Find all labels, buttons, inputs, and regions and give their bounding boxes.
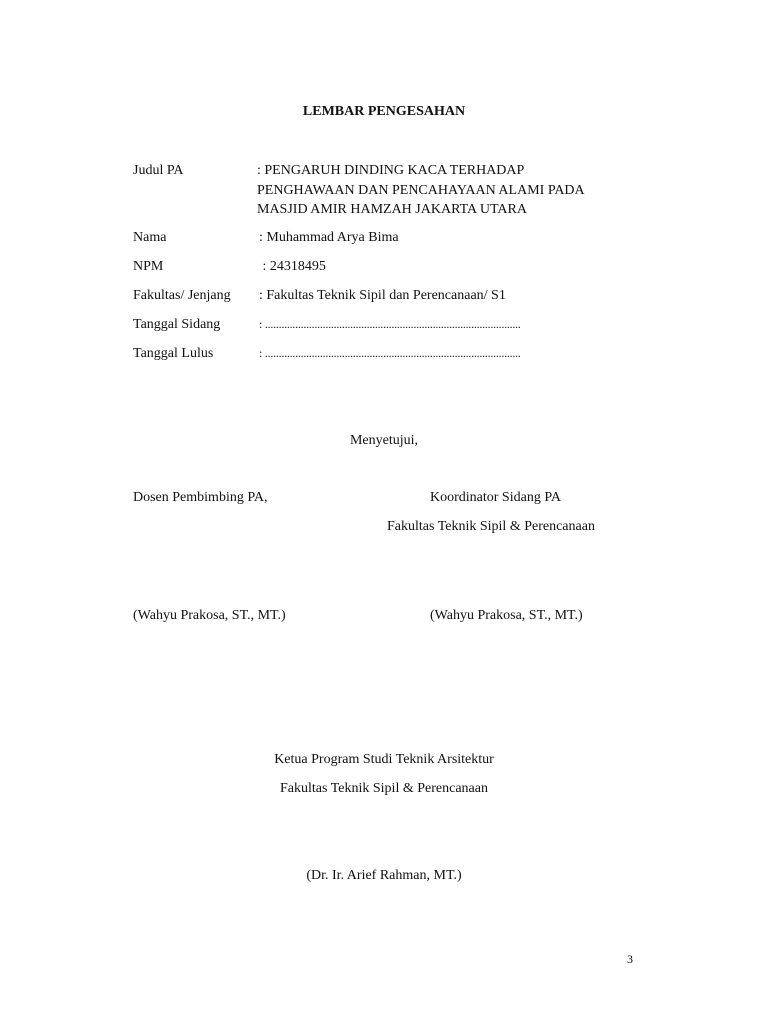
judul-line-3: MASJID AMIR HAMZAH JAKARTA UTARA: [257, 202, 527, 217]
page-number: 3: [627, 952, 633, 966]
judul-line-2: PENGHAWAAN DAN PENCAHAYAAN ALAMI PADA: [257, 182, 585, 198]
right-signatory-name: (Wahyu Prakosa, ST., MT.): [430, 608, 583, 623]
field-label-tanggal-sidang: Tanggal Sidang: [133, 317, 221, 332]
field-value-tanggal-lulus: : .............................................................................................: [259, 346, 521, 360]
bottom-signatory-unit: Fakultas Teknik Sipil & Perencanaan: [280, 781, 488, 796]
bottom-signatory-role: Ketua Program Studi Teknik Arsitektur: [274, 752, 494, 767]
right-signatory-unit: Fakultas Teknik Sipil & Perencanaan: [387, 519, 595, 534]
page-title: LEMBAR PENGESAHAN: [302, 104, 466, 119]
bottom-signatory-name: (Dr. Ir. Arief Rahman, MT.): [306, 868, 462, 883]
field-value-judul: [257, 161, 617, 220]
field-value-nama: : Muhammad Arya Bima: [259, 230, 399, 245]
judul-line-1: : PENGARUH DINDING KACA TERHADAP: [257, 163, 525, 178]
field-label-nama: Nama: [133, 230, 167, 245]
field-value-tanggal-sidang: : .............................................................................................: [259, 317, 521, 331]
field-value-fakultas: : Fakultas Teknik Sipil dan Perencanaan/ S1: [259, 288, 506, 303]
approval-heading: Menyetujui,: [349, 433, 419, 448]
right-signatory-role: Koordinator Sidang PA: [430, 490, 561, 505]
field-label-judul: Judul PA: [133, 163, 184, 178]
left-signatory-name: (Wahyu Prakosa, ST., MT.): [133, 608, 286, 623]
field-value-npm: : 24318495: [259, 259, 326, 274]
field-label-npm: NPM: [133, 259, 164, 274]
left-signatory-role: Dosen Pembimbing PA,: [133, 490, 268, 505]
field-label-fakultas: Fakultas/ Jenjang: [133, 288, 231, 303]
field-label-tanggal-lulus: Tanggal Lulus: [133, 346, 214, 361]
